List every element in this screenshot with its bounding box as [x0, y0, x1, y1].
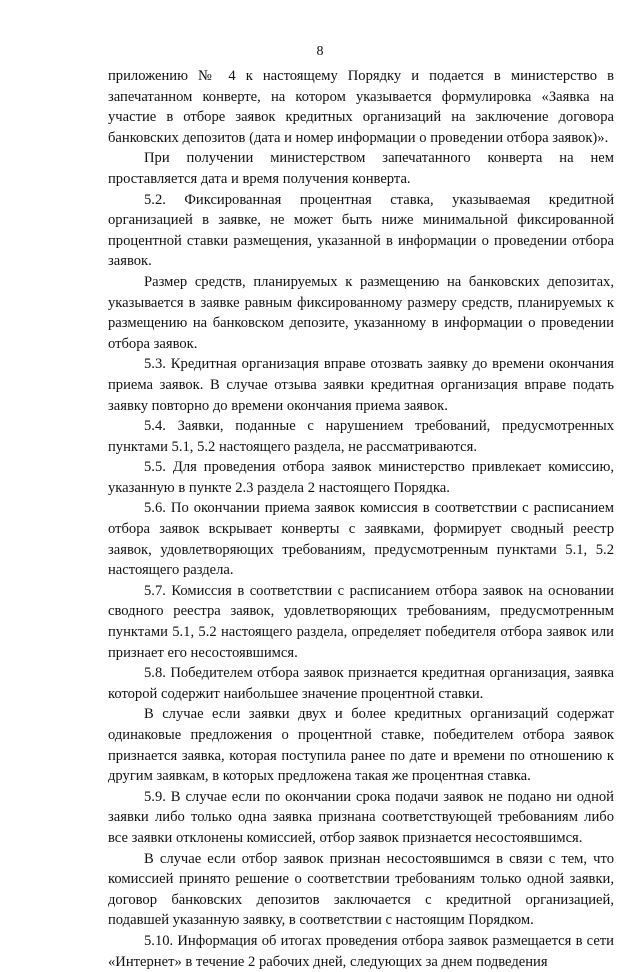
- paragraph-5-7: 5.7. Комиссия в соответствии с расписанием отбора заявок на основании сводного реестра заявок, удовлетворяющих требованиям, предусмотренным пунктами 5.1, 5.2 настоящего раздела, определяет победителя отбора заявок или признает его несостоявшимся.: [108, 582, 614, 661]
- page-number: 8: [316, 44, 324, 59]
- paragraph-5-5: 5.5. Для проведения отбора заявок министерство привлекает комиссию, указанную в пункте 2.3 раздела 2 настоящего Порядка.: [108, 459, 614, 496]
- paragraph-deposit-amount: Размер средств, планируемых к размещению на банковских депозитах, указывается в заявке равным фиксированному размеру средств, планируемых к размещению на банковском депозите, указанному в информации о проведении отбора заявок.: [108, 273, 614, 352]
- paragraph-5-3: 5.3. Кредитная организация вправе отозвать заявку до времени окончания приема заявок. В случае отзыва заявки кредитная организация вправе подать заявку повторно до времени окончания приема заявок.: [108, 356, 614, 414]
- paragraph-continuation: приложению № 4 к настоящему Порядку и подается в министерство в запечатанном конверте, на котором указывается формулировка «Заявка на участие в отборе заявок кредитных организаций на заключение договора банковских депозитов (дата и номер информации о проведении отбора заявок)».: [108, 68, 614, 146]
- document-body: [108, 66, 614, 972]
- paragraph-equal-rates: В случае если заявки двух и более кредитных организаций содержат одинаковые предложения о процентной ставке, победителем отбора заявок признается заявка, которая поступила ранее по дате и времени по отношению к другим заявкам, в которых предложена такая же процентная ставка.: [108, 706, 614, 785]
- paragraph-5-6: 5.6. По окончании приема заявок комиссия в соответствии с расписанием отбора заявок вскрывает конверты с заявками, формирует сводный реестр заявок, удовлетворяющих требованиям, предусмотренным пунктами 5.1, 5.2 настоящего раздела.: [108, 500, 614, 579]
- paragraph-5-10: 5.10. Информация об итогах проведения отбора заявок размещается в сети «Интернет» в течение 2 рабочих дней, следующих за днем подведения: [108, 932, 614, 970]
- paragraph-5-8: 5.8. Победителем отбора заявок признается кредитная организация, заявка которой содержит наибольшее значение процентной ставки.: [108, 665, 614, 702]
- paragraph-envelope-receipt: При получении министерством запечатанного конверта на нем проставляется дата и время получения конверта.: [108, 150, 614, 187]
- paragraph-5-4: 5.4. Заявки, поданные с нарушением требований, предусмотренных пунктами 5.1, 5.2 настоящего раздела, не рассматриваются.: [108, 418, 614, 455]
- paragraph-5-9: 5.9. В случае если по окончании срока подачи заявок не подано ни одной заявки либо только одна заявка признана соответствующей требованиям либо все заявки отклонены комиссией, отбор заявок признается несостоявшимся.: [108, 788, 614, 846]
- paragraph-single-bid: В случае если отбор заявок признан несостоявшимся в связи с тем, что комиссией принято решение о соответствии требованиям только одной заявки, договор банковских депозитов заключается с кредитной организацией, подавшей указанную заявку, в соответствии с настоящим Порядком.: [108, 850, 614, 929]
- paragraph-5-2: 5.2. Фиксированная процентная ставка, указываемая кредитной организацией в заявке, не может быть ниже минимальной фиксированной процентной ставки размещения, указанной в информации о проведении отбора заявок.: [108, 191, 614, 270]
